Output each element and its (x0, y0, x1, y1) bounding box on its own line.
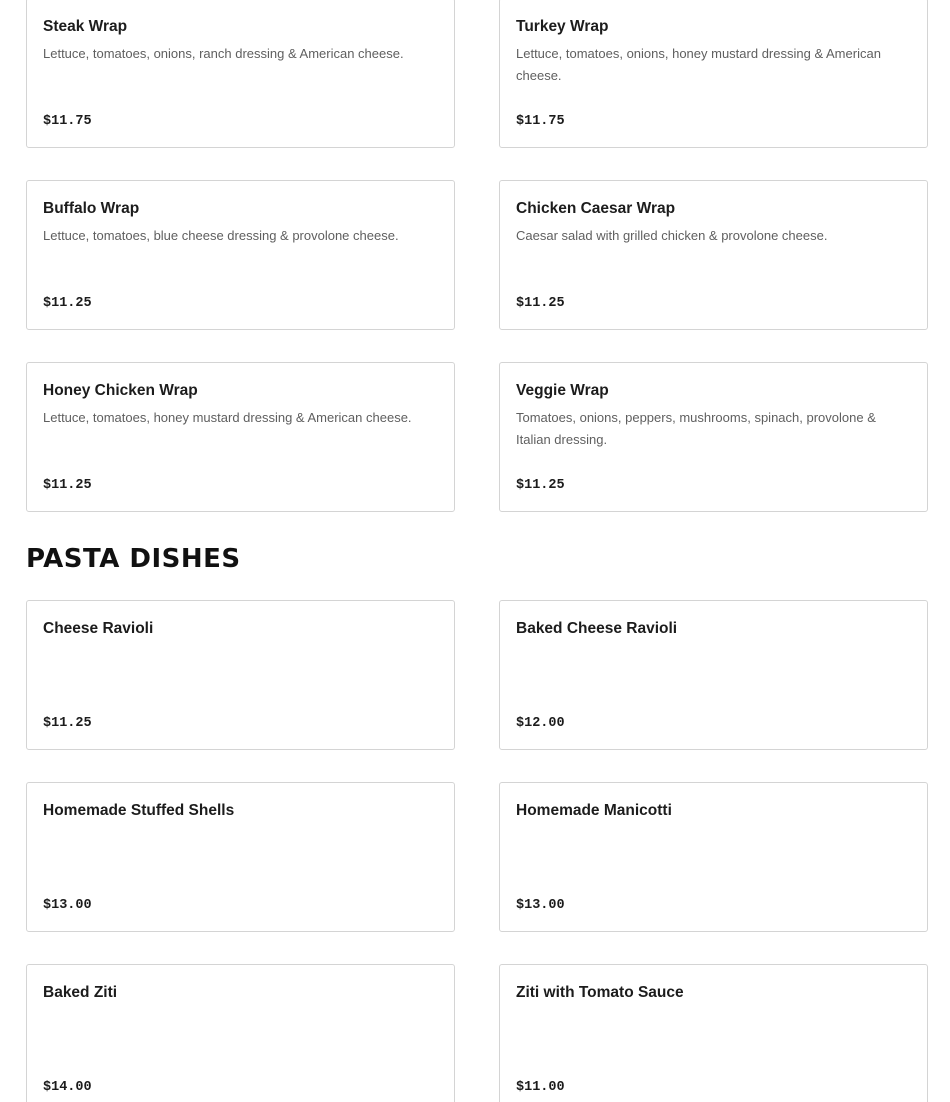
menu-item-card[interactable] (499, 782, 928, 932)
item-name: Veggie Wrap (516, 382, 609, 399)
menu-item-card[interactable] (26, 180, 455, 330)
menu-item-card[interactable] (499, 600, 928, 750)
item-name: Honey Chicken Wrap (43, 382, 198, 399)
item-name: Homemade Stuffed Shells (43, 802, 235, 819)
item-price: $11.25 (43, 478, 92, 493)
item-name: Buffalo Wrap (43, 200, 140, 217)
item-name: Ziti with Tomato Sauce (516, 984, 684, 1001)
item-price: $11.25 (43, 716, 92, 731)
menu-item-card[interactable] (499, 362, 928, 512)
item-description: Lettuce, tomatoes, blue cheese dressing & provolone cheese. (43, 228, 399, 243)
item-price: $14.00 (43, 1080, 92, 1095)
item-price: $11.25 (43, 296, 92, 311)
item-name: Steak Wrap (43, 18, 128, 35)
item-price: $11.00 (516, 1080, 565, 1095)
item-description: Tomatoes, onions, peppers, mushrooms, spinach, provolone & Italian dressing. (516, 410, 876, 447)
item-name: Baked Cheese Ravioli (516, 620, 678, 637)
item-name: Cheese Ravioli (43, 620, 154, 637)
item-name: Baked Ziti (43, 984, 118, 1001)
item-description: Lettuce, tomatoes, onions, honey mustard dressing & American cheese. (516, 46, 881, 83)
item-name: Homemade Manicotti (516, 802, 672, 819)
item-price: $11.75 (516, 114, 565, 129)
item-price: $13.00 (43, 898, 92, 913)
menu-item-card[interactable] (26, 0, 455, 148)
item-description: Lettuce, tomatoes, honey mustard dressing & American cheese. (43, 410, 412, 425)
item-description: Lettuce, tomatoes, onions, ranch dressing & American cheese. (43, 46, 404, 61)
item-price: $12.00 (516, 716, 565, 731)
wraps-grid (26, 0, 928, 512)
item-description: Caesar salad with grilled chicken & provolone cheese. (516, 228, 828, 243)
item-price: $11.25 (516, 478, 565, 493)
item-price: $11.75 (43, 114, 92, 129)
menu-item-card[interactable] (26, 964, 455, 1102)
menu-item-card[interactable] (26, 362, 455, 512)
item-price: $11.25 (516, 296, 565, 311)
menu-item-card[interactable] (499, 180, 928, 330)
menu-item-card[interactable] (26, 782, 455, 932)
menu-item-card[interactable] (26, 600, 455, 750)
menu-item-card[interactable] (499, 964, 928, 1102)
menu-item-card[interactable] (499, 0, 928, 148)
item-price: $13.00 (516, 898, 565, 913)
section-title-pasta: PASTA DISHES (26, 544, 241, 574)
item-name: Turkey Wrap (516, 18, 609, 35)
pasta-grid (26, 600, 928, 1102)
item-name: Chicken Caesar Wrap (516, 200, 676, 217)
